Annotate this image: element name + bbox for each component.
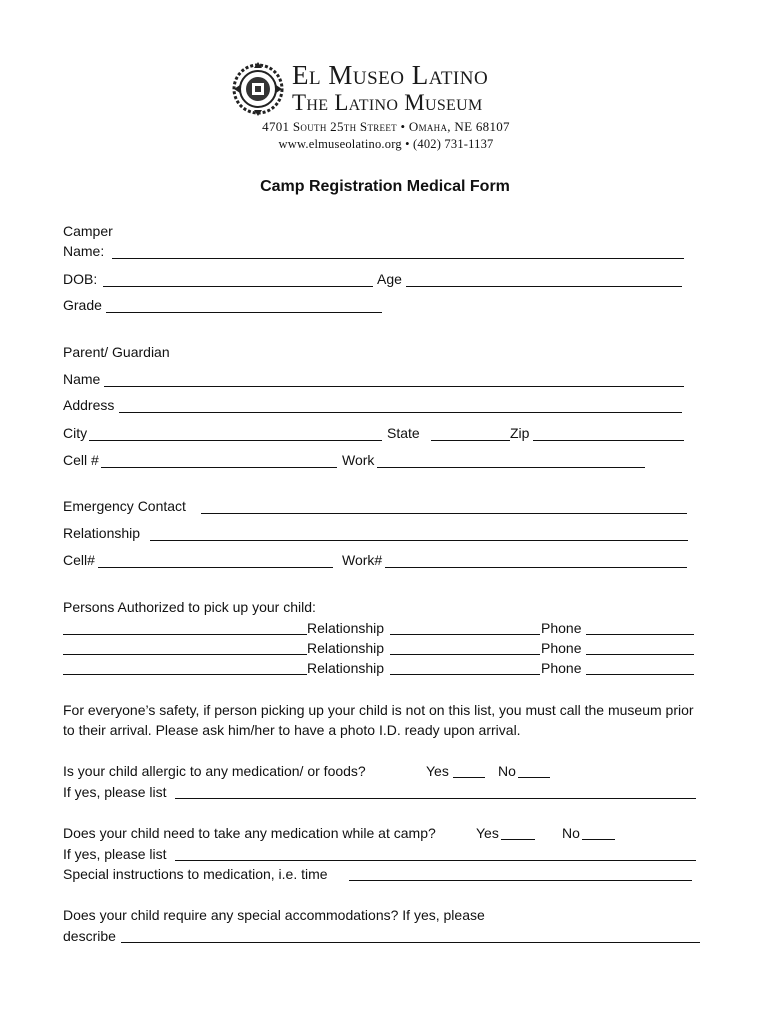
medication-question: Does your child need to take any medication while at camp? xyxy=(63,825,436,841)
camper-name-field[interactable] xyxy=(112,258,684,259)
medication-no-field[interactable] xyxy=(582,839,615,840)
emergency-cell-field[interactable] xyxy=(98,567,333,568)
emergency-work-label: Work# xyxy=(342,552,383,568)
camper-label: Camper xyxy=(63,223,113,239)
medication-list-field[interactable] xyxy=(175,860,696,861)
allergy-list-field[interactable] xyxy=(175,798,696,799)
accommodations-describe-field[interactable] xyxy=(121,942,700,943)
pickup-heading: Persons Authorized to pick up your child: xyxy=(63,599,316,615)
pickup-relationship-label: Relationship xyxy=(307,660,385,676)
allergy-question: Is your child allergic to any medication/ or foods? xyxy=(63,763,366,779)
allergy-yes-label: Yes xyxy=(426,763,449,779)
guardian-city-label: City xyxy=(63,425,88,441)
guardian-name-field[interactable] xyxy=(104,386,684,387)
museum-seal-logo xyxy=(232,60,284,118)
medication-special-label: Special instructions to medication, i.e. time xyxy=(63,866,328,882)
org-name-line1: El Museo Latino xyxy=(292,60,489,90)
pickup-phone-field[interactable] xyxy=(586,634,694,635)
guardian-state-label: State xyxy=(387,425,420,441)
pickup-relationship-field[interactable] xyxy=(390,634,540,635)
pickup-relationship-field[interactable] xyxy=(390,654,540,655)
grade-field[interactable] xyxy=(106,312,382,313)
pickup-phone-field[interactable] xyxy=(586,654,694,655)
accommodations-describe-label: describe xyxy=(63,928,116,944)
emergency-relationship-label: Relationship xyxy=(63,525,141,541)
medication-yes-field[interactable] xyxy=(501,839,535,840)
pickup-phone-label: Phone xyxy=(541,640,582,656)
pickup-person-field[interactable] xyxy=(63,674,307,675)
dob-field[interactable] xyxy=(103,286,373,287)
guardian-zip-label: Zip xyxy=(510,425,530,441)
allergy-no-label: No xyxy=(498,763,516,779)
pickup-notice: For everyone’s safety, if person picking up your child is not on this list, you must call the museum prior to their arrival. Please ask him/her to have a photo I.D. ready upon arrival. xyxy=(63,702,694,738)
guardian-city-field[interactable] xyxy=(89,440,382,441)
allergy-no-field[interactable] xyxy=(518,777,550,778)
medication-yes-label: Yes xyxy=(476,825,499,841)
medication-list-label: If yes, please list xyxy=(63,846,167,862)
medication-special-field[interactable] xyxy=(349,880,692,881)
age-field[interactable] xyxy=(406,286,682,287)
pickup-relationship-label: Relationship xyxy=(307,620,385,636)
allergy-list-label: If yes, please list xyxy=(63,784,167,800)
emergency-relationship-field[interactable] xyxy=(150,540,688,541)
pickup-person-field[interactable] xyxy=(63,634,307,635)
grade-label: Grade xyxy=(63,297,102,313)
emergency-contact-field[interactable] xyxy=(201,513,687,514)
org-address: 4701 South 25th Street • Omaha, NE 68107 xyxy=(262,119,510,134)
pickup-relationship-field[interactable] xyxy=(390,674,540,675)
org-website-phone: www.elmuseolatino.org • (402) 731-1137 xyxy=(278,137,494,151)
org-name-line2: The Latino Museum xyxy=(292,90,483,115)
emergency-cell-label: Cell# xyxy=(63,552,95,568)
pickup-phone-label: Phone xyxy=(541,620,582,636)
guardian-heading: Parent/ Guardian xyxy=(63,344,170,360)
pickup-relationship-label: Relationship xyxy=(307,640,385,656)
emergency-work-field[interactable] xyxy=(385,567,687,568)
guardian-work-field[interactable] xyxy=(377,467,645,468)
camper-name-label: Name: xyxy=(63,243,105,259)
guardian-address-label: Address xyxy=(63,397,115,413)
guardian-address-field[interactable] xyxy=(119,412,682,413)
medication-no-label: No xyxy=(562,825,580,841)
accommodations-question: Does your child require any special accommodations? If yes, please xyxy=(63,907,485,923)
form-title: Camp Registration Medical Form xyxy=(260,178,510,195)
guardian-zip-field[interactable] xyxy=(533,440,684,441)
guardian-work-label: Work xyxy=(342,452,375,468)
guardian-state-field[interactable] xyxy=(431,440,510,441)
pickup-phone-field[interactable] xyxy=(586,674,694,675)
emergency-contact-label: Emergency Contact xyxy=(63,498,186,514)
allergy-yes-field[interactable] xyxy=(453,777,485,778)
pickup-phone-label: Phone xyxy=(541,660,582,676)
pickup-person-field[interactable] xyxy=(63,654,307,655)
guardian-cell-label: Cell # xyxy=(63,452,99,468)
guardian-name-label: Name xyxy=(63,371,101,387)
dob-label: DOB: xyxy=(63,271,98,287)
age-label: Age xyxy=(377,271,402,287)
org-name xyxy=(292,62,488,115)
guardian-cell-field[interactable] xyxy=(101,467,337,468)
